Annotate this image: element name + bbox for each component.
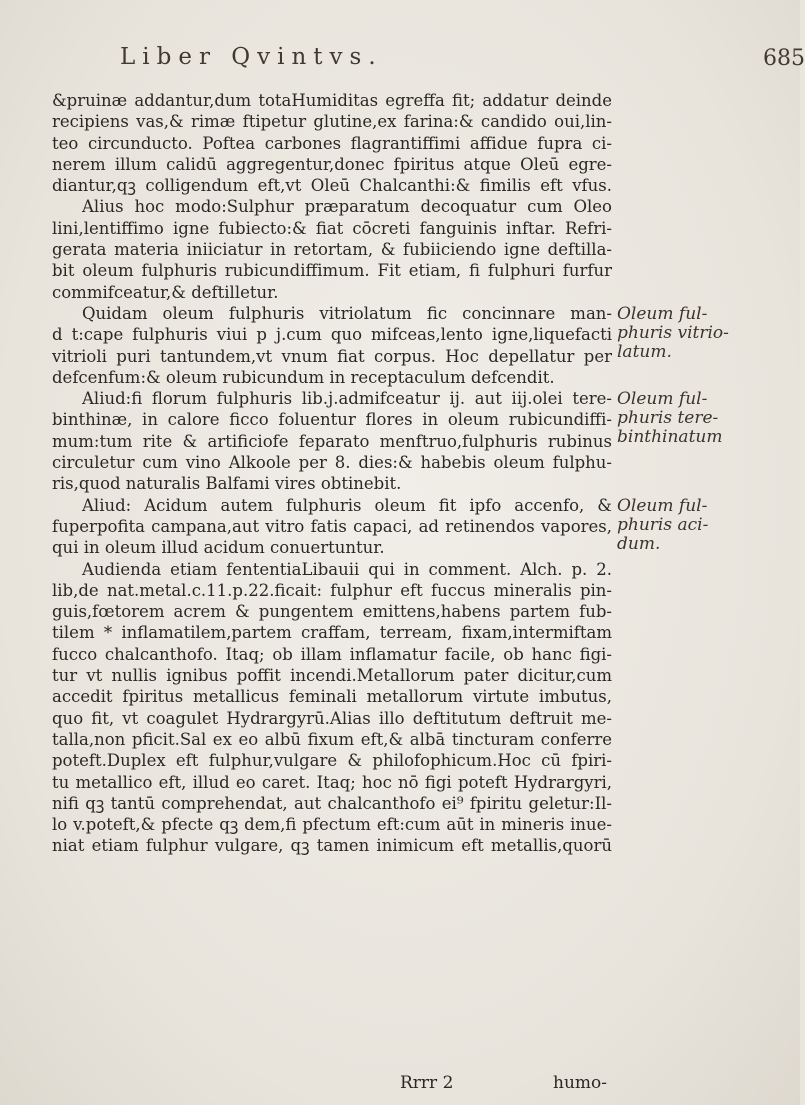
text-line: accedit fpiritus metallicus feminali metallorum virtute imbutus,	[52, 687, 612, 707]
text-line: fucco chalcanthofo. Itaq; ob illam inflamatur facile, ob hanc figi-	[52, 644, 612, 664]
page-header	[110, 44, 805, 84]
text-line: guis,fœtorem acrem & pungentem emittens,habens partem fub-	[52, 602, 612, 622]
margin-note	[617, 305, 727, 362]
margin-note-line: Oleum ful-	[617, 495, 708, 516]
text-line: binthinæ, in calore ficco foluentur flores in oleum rubicundiffi-	[52, 410, 612, 430]
text-line: poteft.Duplex eft fulphur,vulgare & philofophicum.Hoc cū fpiri-	[52, 751, 612, 771]
text-line: circuletur cum vino Alkoole per 8. dies:& habebis oleum fulphu-	[52, 453, 612, 473]
text-line: Quidam oleum fulphuris vitriolatum fic concinnare man-	[82, 303, 612, 323]
margin-note-line: dum.	[617, 533, 661, 554]
margin-note-line: phuris tere-	[617, 408, 719, 429]
text-line: diantur,qꝫ colligendum eft,vt Oleū Chalcanthi:& fimilis eft vfus.	[52, 176, 612, 196]
text-line: recipiens vas,& rimæ ftipetur glutine,ex farina:& candido oui,lin-	[52, 112, 612, 132]
catchword: humo-	[553, 1073, 607, 1093]
text-line: Audienda etiam fententiaLibauii qui in comment. Alch. p. 2.	[82, 559, 612, 579]
signature-mark: Rrrr 2	[400, 1073, 454, 1093]
body-text	[52, 90, 612, 857]
text-line: teo circunducto. Poftea carbones flagrantiffimi affidue fupra ci-	[52, 133, 612, 153]
text-line: bit oleum fulphuris rubicundiffimum. Fit etiam, fi fulphuri furfur	[52, 261, 612, 281]
text-line: commifceatur,& deftilletur.	[52, 282, 279, 302]
text-line: talla,non pficit.Sal ex eo albū fixum eft,& albā tincturam conferre	[52, 729, 612, 749]
text-line: Aliud:fi florum fulphuris lib.j.admifceatur ij. aut iij.olei tere-	[82, 389, 612, 409]
margin-note-line: Oleum ful-	[617, 304, 708, 324]
text-line: Aliud: Acidum autem fulphuris oleum fit ipfo accenfo, &	[82, 495, 612, 515]
text-line: mum:tum rite & artificiofe feparato menftruo,fulphuris rubinus	[52, 431, 612, 451]
text-line: &pruinæ addantur,dum totaHumiditas egreffa fit; addatur deinde	[52, 91, 612, 110]
text-line: lini,lentiffimo igne fubiecto:& fiat cōcreti fanguinis inftar. Refri-	[52, 218, 612, 238]
text-line: lo v.poteft,& pfecte qꝫ dem,fi pfectum eft:cum aūt in mineris inue-	[52, 815, 612, 835]
running-title: Liber Qvintvs.	[120, 44, 383, 70]
text-line: vitrioli puri tantundem,vt vnum fiat corpus. Hoc depellatur per	[52, 346, 612, 366]
text-line: lib,de nat.metal.c.11.p.22.ficait: fulphur eft fuccus mineralis pin-	[52, 580, 612, 600]
text-line: niat etiam fulphur vulgare, qꝫ tamen inimicum eft metallis,quorū	[52, 836, 612, 856]
text-line: fuperpofita campana,aut vitro fatis capaci, ad retinendos vapores,	[52, 516, 612, 536]
margin-note-line: phuris aci-	[617, 514, 709, 535]
text-line: qui in oleum illud acidum conuertuntur.	[52, 538, 385, 558]
margin-note	[617, 390, 727, 447]
page-number: 685	[763, 46, 805, 71]
margin-note	[617, 497, 727, 554]
margin-note-line: phuris vitrio-	[617, 323, 729, 343]
text-line: tu metallico eft, illud eo caret. Itaq; hoc nō figi poteft Hydrargyri,	[52, 772, 612, 792]
margin-note-line: Oleum ful-	[617, 389, 708, 410]
text-line: nerem illum calidū aggregentur,donec fpiritus atque Oleū egre-	[52, 154, 612, 174]
text-line: tur vt nullis ignibus poffit incendi.Metallorum pater dicitur,cum	[52, 666, 612, 686]
text-line: ris,quod naturalis Balfami vires obtinebit.	[52, 474, 402, 494]
margin-note-line: binthinatum	[617, 427, 723, 448]
text-line: tilem * inflamatilem,partem craffam, terream, fixam,intermiftam	[52, 623, 612, 643]
text-line: gerata materia iniiciatur in retortam, & fubiiciendo igne deftilla-	[52, 240, 612, 260]
text-line: nifi qꝫ tantū comprehendat, aut chalcanthofo ei⁹ fpiritu geletur:Il-	[52, 793, 612, 813]
margin-note-line: latum.	[617, 342, 672, 362]
text-line: d t:cape fulphuris viui p j.cum quo mifceas,lento igne,liquefacti	[52, 325, 612, 345]
text-line: Alius hoc modo:Sulphur præparatum decoquatur cum Oleo	[82, 197, 612, 217]
text-line: defcenfum:& oleum rubicundum in receptaculum defcendit.	[52, 367, 555, 387]
text-line: quo fit, vt coagulet Hydrargyrū.Alias illo deftitutum deftruit me-	[52, 708, 612, 728]
